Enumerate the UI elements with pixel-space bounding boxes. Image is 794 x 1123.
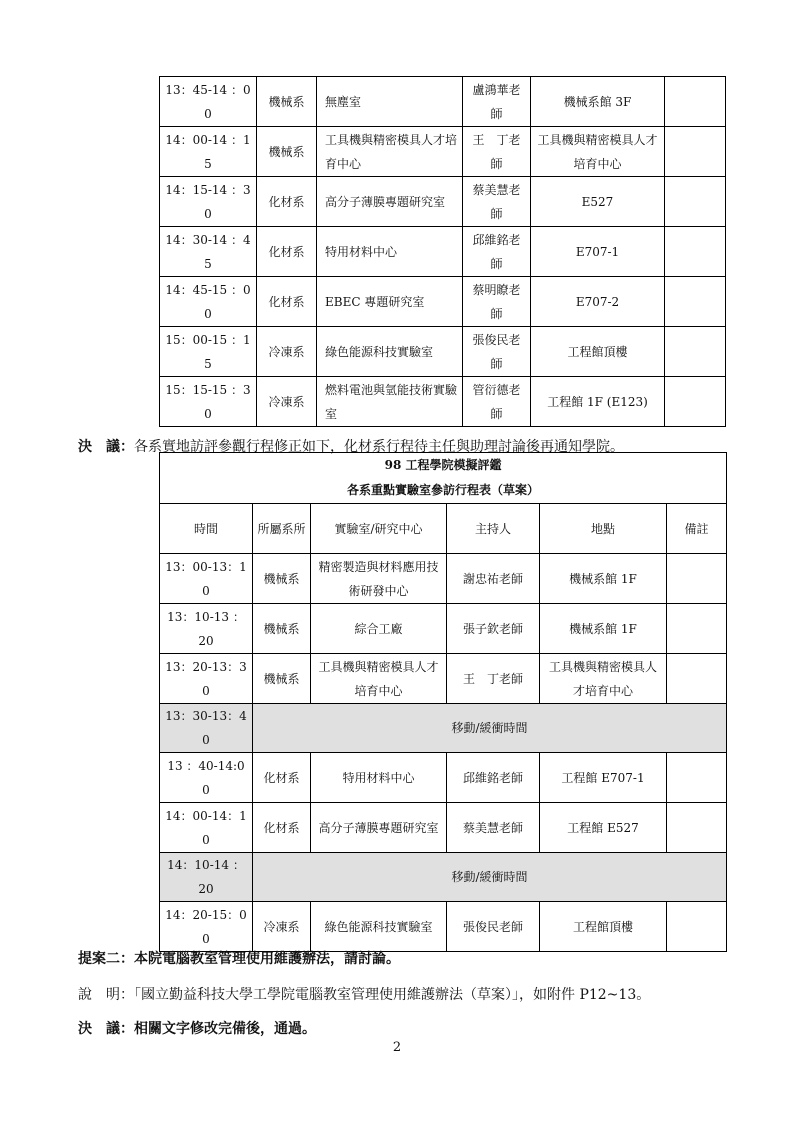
- cell-lab: 特用材料中心: [317, 227, 463, 277]
- cell-host: 王 丁老師: [463, 127, 531, 177]
- cell-place: E707-2: [531, 277, 665, 327]
- cell-host: 管衍德老師: [463, 377, 531, 427]
- cell-place: 工程館頂樓: [531, 327, 665, 377]
- cell-host: 蔡美慧老師: [447, 803, 540, 853]
- cell-buffer-text: 移動/緩衝時間: [253, 853, 727, 902]
- table-row: [160, 377, 726, 427]
- table-row: [160, 327, 726, 377]
- cell-lab: 綠色能源科技實驗室: [311, 902, 447, 952]
- cell-note: [667, 654, 727, 704]
- cell-lab: 工具機與精密模具人才培育中心: [311, 654, 447, 704]
- cell-dept: 冷凍系: [253, 902, 311, 952]
- cell-time: 13：30-13：40: [160, 704, 253, 753]
- cell-time: 13：10-13 ：20: [160, 604, 253, 654]
- cell-dept: 化材系: [257, 177, 317, 227]
- cell-dept: 機械系: [253, 604, 311, 654]
- cell-dept: 機械系: [253, 554, 311, 604]
- table-row: [160, 77, 726, 127]
- cell-time: 14：15-14 ：30: [160, 177, 257, 227]
- schedule-table-draft: [159, 452, 727, 952]
- cell-host: 邱維銘老師: [463, 227, 531, 277]
- header-place: 地點: [540, 504, 667, 554]
- cell-place: 工具機與精密模具人才培育中心: [531, 127, 665, 177]
- cell-place: 工程館 1F (E123): [531, 377, 665, 427]
- header-host: 主持人: [447, 504, 540, 554]
- cell-lab: 高分子薄膜專題研究室: [311, 803, 447, 853]
- cell-place: 機械系館 3F: [531, 77, 665, 127]
- explanation-2-text: 「國立勤益科技大學工學院電腦教室管理使用維護辦法（草案）」，如附件 P12~13。: [134, 987, 651, 1003]
- table-row: [160, 127, 726, 177]
- cell-place: 工程館 E527: [540, 803, 667, 853]
- cell-dept: 機械系: [257, 77, 317, 127]
- cell-note: [667, 902, 727, 952]
- cell-dept: 化材系: [257, 277, 317, 327]
- cell-note: [665, 177, 726, 227]
- cell-host: 謝忠祐老師: [447, 554, 540, 604]
- motion-2-heading: 提案二：本院電腦教室管理使用維護辦法，請討論。: [78, 951, 400, 967]
- cell-time: 14：00-14 ：15: [160, 127, 257, 177]
- cell-time: 14：10-14 ：20: [160, 853, 253, 902]
- buffer-row: [160, 704, 727, 753]
- cell-lab: 無塵室: [317, 77, 463, 127]
- cell-place: 工程館頂樓: [540, 902, 667, 952]
- cell-place: 工具機與精密模具人才培育中心: [540, 654, 667, 704]
- cell-dept: 化材系: [253, 753, 311, 803]
- cell-lab: 高分子薄膜專題研究室: [317, 177, 463, 227]
- cell-time: 13：45-14 ：00: [160, 77, 257, 127]
- cell-dept: 機械系: [257, 127, 317, 177]
- cell-place: 工程館 E707-1: [540, 753, 667, 803]
- cell-dept: 化材系: [257, 227, 317, 277]
- cell-dept: 機械系: [253, 654, 311, 704]
- header-lab: 實驗室/研究中心: [311, 504, 447, 554]
- page-number: 2: [392, 1040, 402, 1055]
- cell-buffer-text: 移動/緩衝時間: [253, 704, 727, 753]
- cell-host: 張俊民老師: [463, 327, 531, 377]
- cell-time: 13：00-13：10: [160, 554, 253, 604]
- cell-host: 張子欽老師: [447, 604, 540, 654]
- decision-1-text: 各系實地訪評參觀行程修正如下，化材系行程待主任與助理討論後再通知學院。: [134, 439, 624, 455]
- cell-lab: 精密製造與材料應用技術研發中心: [311, 554, 447, 604]
- cell-time: 14：20-15：00: [160, 902, 253, 952]
- cell-dept: 冷凍系: [257, 377, 317, 427]
- table-subtitle: 各系重點實驗室參訪行程表（草案）: [160, 477, 727, 504]
- cell-host: 盧鴻華老師: [463, 77, 531, 127]
- cell-host: 蔡明瞭老師: [463, 277, 531, 327]
- explanation-2: [78, 984, 650, 1004]
- cell-time: 14：45-15 ：00: [160, 277, 257, 327]
- header-note: 備註: [667, 504, 727, 554]
- table-row: [160, 277, 726, 327]
- cell-time: 13：20-13：30: [160, 654, 253, 704]
- cell-note: [665, 277, 726, 327]
- cell-place: E707-1: [531, 227, 665, 277]
- table-row: [160, 803, 727, 853]
- cell-place: E527: [531, 177, 665, 227]
- cell-lab: 工具機與精密模具人才培育中心: [317, 127, 463, 177]
- table-row: [160, 177, 726, 227]
- cell-lab: 綜合工廠: [311, 604, 447, 654]
- cell-lab: EBEC 專題研究室: [317, 277, 463, 327]
- cell-lab: 燃料電池與氫能技術實驗室: [317, 377, 463, 427]
- cell-lab: 特用材料中心: [311, 753, 447, 803]
- cell-time: 14：00-14：10: [160, 803, 253, 853]
- header-time: 時間: [160, 504, 253, 554]
- cell-place: 機械系館 1F: [540, 554, 667, 604]
- cell-note: [667, 753, 727, 803]
- cell-note: [665, 77, 726, 127]
- decision-2: 決 議：相關文字修改完備後，通過。: [78, 1021, 316, 1037]
- cell-host: 張俊民老師: [447, 902, 540, 952]
- table-row: [160, 227, 726, 277]
- table-title: 98 工程學院模擬評鑑: [160, 453, 727, 478]
- cell-host: 王 丁老師: [447, 654, 540, 704]
- explanation-2-label: 說 明：: [78, 987, 134, 1003]
- cell-time: 13 ：40-14:00: [160, 753, 253, 803]
- schedule-table-original: [159, 76, 726, 427]
- table-row: [160, 604, 727, 654]
- cell-lab: 綠色能源科技實驗室: [317, 327, 463, 377]
- cell-note: [665, 127, 726, 177]
- cell-place: 機械系館 1F: [540, 604, 667, 654]
- cell-time: 14：30-14 ：45: [160, 227, 257, 277]
- table-header-row: [160, 504, 727, 554]
- cell-time: 15：00-15 ：15: [160, 327, 257, 377]
- cell-host: 蔡美慧老師: [463, 177, 531, 227]
- cell-note: [667, 604, 727, 654]
- cell-note: [665, 377, 726, 427]
- table-row: [160, 753, 727, 803]
- decision-1-label: 決 議：: [78, 439, 134, 455]
- header-dept: 所屬系所: [253, 504, 311, 554]
- buffer-row: [160, 853, 727, 902]
- cell-host: 邱維銘老師: [447, 753, 540, 803]
- cell-dept: 冷凍系: [257, 327, 317, 377]
- cell-note: [667, 554, 727, 604]
- cell-dept: 化材系: [253, 803, 311, 853]
- table-row: [160, 902, 727, 952]
- cell-note: [665, 227, 726, 277]
- cell-time: 15：15-15 ：30: [160, 377, 257, 427]
- cell-note: [667, 803, 727, 853]
- table-row: [160, 554, 727, 604]
- table-row: [160, 654, 727, 704]
- cell-note: [665, 327, 726, 377]
